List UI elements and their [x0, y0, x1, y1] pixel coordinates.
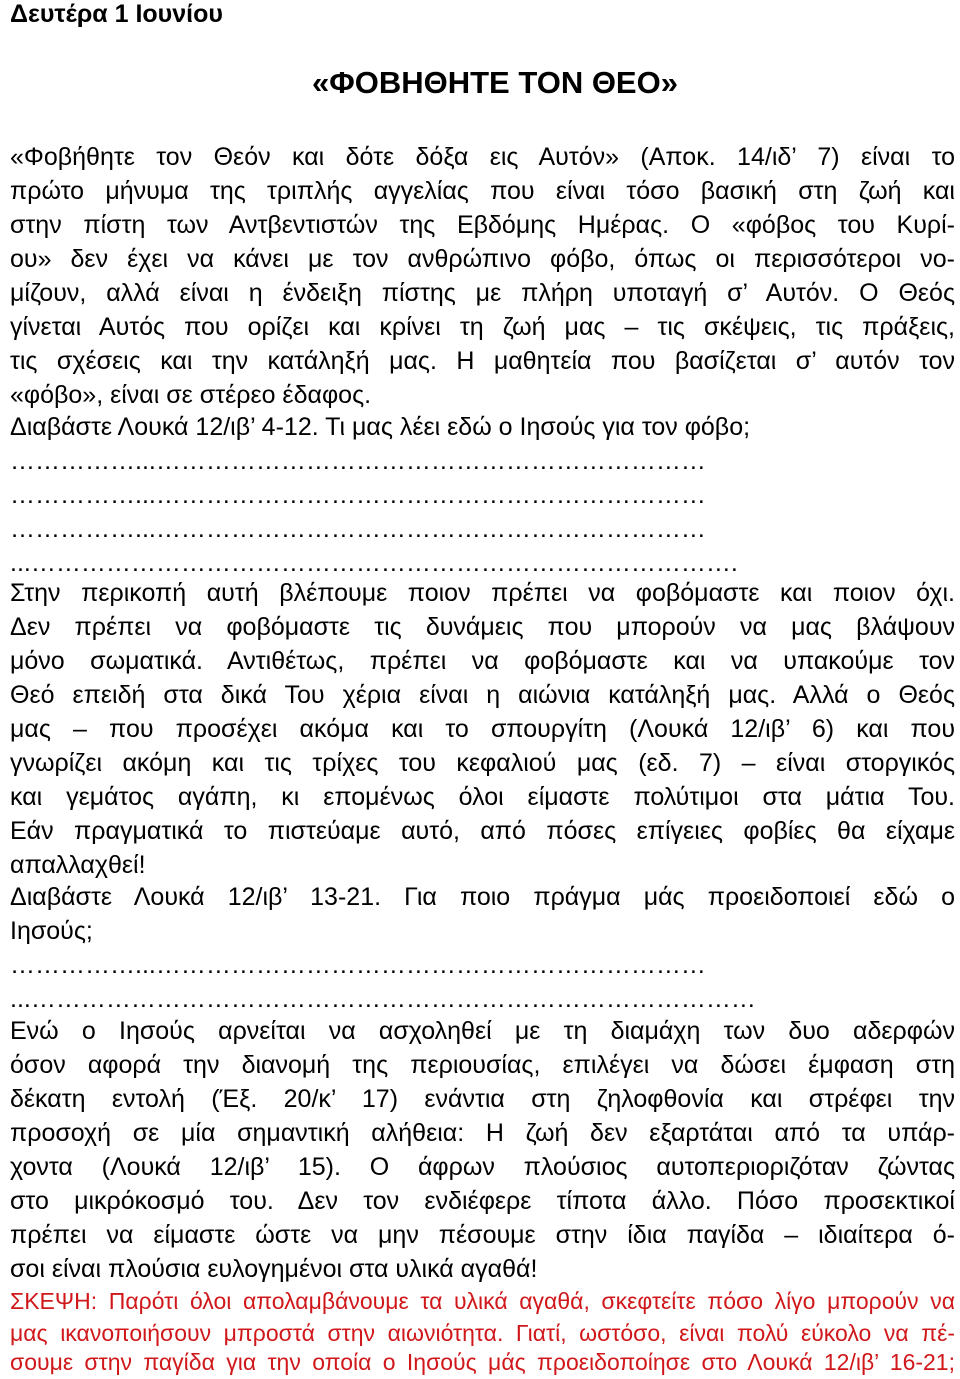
paragraph-line: πρώτο μήνυμα της τριπλής αγγελίας που είναι τόσο βασική στη ζωή και — [10, 177, 955, 205]
answer-dots: ……………...………………………………………………………… — [10, 515, 706, 543]
paragraph-line: μίζουν, αλλά είναι η ένδειξη πίστης με πλήρη υποταγή σ’ Αυτόν. Ο Θεός — [10, 279, 955, 307]
paragraph-line: γίνεται Αυτός που ορίζει και κρίνει τη ζωή μας – τις σκέψεις, τις πράξεις, — [10, 313, 955, 341]
thought-line: ΣΚΕΨΗ: Παρότι όλοι απολαμβάνουμε τα υλικά αγαθά, σκεφτείτε πόσο λίγο μπορούν να — [10, 1288, 955, 1314]
paragraph-line: «φόβο», είναι σε στέρεο έδαφος. — [10, 381, 372, 409]
answer-dots: ...…………………………………………………………………………… — [10, 985, 756, 1013]
answer-dots: ……………...………………………………………………………… — [10, 447, 706, 475]
paragraph-line: Στην περικοπή αυτή βλέπουμε ποιον πρέπει να φοβόμαστε και ποιον όχι. — [10, 579, 955, 607]
paragraph-line: και γεμάτος αγάπη, κι επομένως όλοι είμαστε πολύτιμοι στα μάτια Του. — [10, 783, 955, 811]
paragraph-line: στο μικρόκοσμό του. Δεν τον ενδιέφερε τίποτα άλλο. Πόσο προσεκτικοί — [10, 1187, 955, 1215]
paragraph-line: ου» δεν έχει να κάνει με τον ανθρώπινο φόβο, όπως οι περισσότεροι νο- — [10, 245, 955, 273]
paragraph-line: «Φοβήθητε τον Θεόν και δότε δόξα εις Αυτόν» (Αποκ. 14/ιδ’ 7) είναι το — [10, 143, 955, 171]
question-line: Διαβάστε Λουκά 12/ιβ’ 4-12. Τι μας λέει εδώ ο Ιησούς για τον φόβο; — [10, 413, 751, 441]
thought-line: μας ικανοποιήσουν μπροστά στην αιωνιότητα. Γιατί, ωστόσο, είναι πολύ εύκολο να πέ- — [10, 1320, 955, 1346]
paragraph-line: χοντα (Λουκά 12/ιβ’ 15). Ο άφρων πλούσιος αυτοπεριοριζόταν ζώντας — [10, 1153, 955, 1181]
question-line: Διαβάστε Λουκά 12/ιβ’ 13-21. Για ποιο πράγμα μάς προειδοποιεί εδώ ο — [10, 883, 955, 911]
date-heading: Δευτέρα 1 Ιουνίου — [10, 0, 223, 28]
paragraph-line: στην πίστη των Αντβεντιστών της Εβδόμης Ημέρας. Ο «φόβος του Κυρί- — [10, 211, 955, 239]
paragraph-line: σοι είναι πλούσια ευλογημένοι στα υλικά αγαθά! — [10, 1255, 538, 1283]
paragraph-line: Ενώ ο Ιησούς αρνείται να ασχοληθεί με τη διαμάχη των δυο αδερφών — [10, 1017, 955, 1045]
paragraph-line: απαλλαχθεί! — [10, 851, 146, 879]
paragraph-line: γνωρίζει ακόμη και τις τρίχες του κεφαλιού μας (εδ. 7) – είναι στοργικός — [10, 749, 955, 777]
thought-line: σουμε στην παγίδα για την οποία ο Ιησούς μάς προειδοποίησε στο Λουκά 12/ιβ’ 16-21; — [10, 1349, 955, 1375]
paragraph-line: Θεό επειδή στα δικά Του χέρια είναι η αιώνια κατάληξή μας. Αλλά ο Θεός — [10, 681, 955, 709]
paragraph-line: τις σχέσεις και την κατάληξή μας. Η μαθητεία που βασίζεται σ’ αυτόν τον — [10, 347, 955, 375]
paragraph-line: μόνο σωματικά. Αντιθέτως, πρέπει να φοβόμαστε και να υπακούμε τον — [10, 647, 955, 675]
answer-dots: ……………...………………………………………………………… — [10, 951, 706, 979]
question-line: Ιησούς; — [10, 917, 93, 945]
paragraph-line: μας – που προσέχει ακόμα και το σπουργίτη (Λουκά 12/ιβ’ 6) και που — [10, 715, 955, 743]
paragraph-line: δέκατη εντολή (Έξ. 20/κ’ 17) ενάντια στη ζηλοφθονία και στρέφει την — [10, 1085, 955, 1113]
paragraph-line: Εάν πραγματικά το πιστεύαμε αυτό, από πόσες επίγειες φοβίες θα είχαμε — [10, 817, 955, 845]
paragraph-line: όσον αφορά την διανομή της περιουσίας, επιλέγει να δώσει έμφαση στη — [10, 1051, 955, 1079]
paragraph-line: πρέπει να είμαστε ώστε να μην πέσουμε στην ίδια παγίδα – ιδιαίτερα ό- — [10, 1221, 955, 1249]
page-title: «ΦΟΒΗΘΗΤΕ ΤΟΝ ΘΕΟ» — [312, 65, 678, 100]
paragraph-line: Δεν πρέπει να φοβόμαστε τις δυνάμεις που μπορούν να μας βλάψουν — [10, 613, 955, 641]
answer-dots: ...…………………………………………………………………………. — [10, 549, 738, 577]
answer-dots: ……………...………………………………………………………… — [10, 481, 706, 509]
paragraph-line: προσοχή σε μία σημαντική αλήθεια: Η ζωή δεν εξαρτάται από τα υπάρ- — [10, 1119, 955, 1147]
